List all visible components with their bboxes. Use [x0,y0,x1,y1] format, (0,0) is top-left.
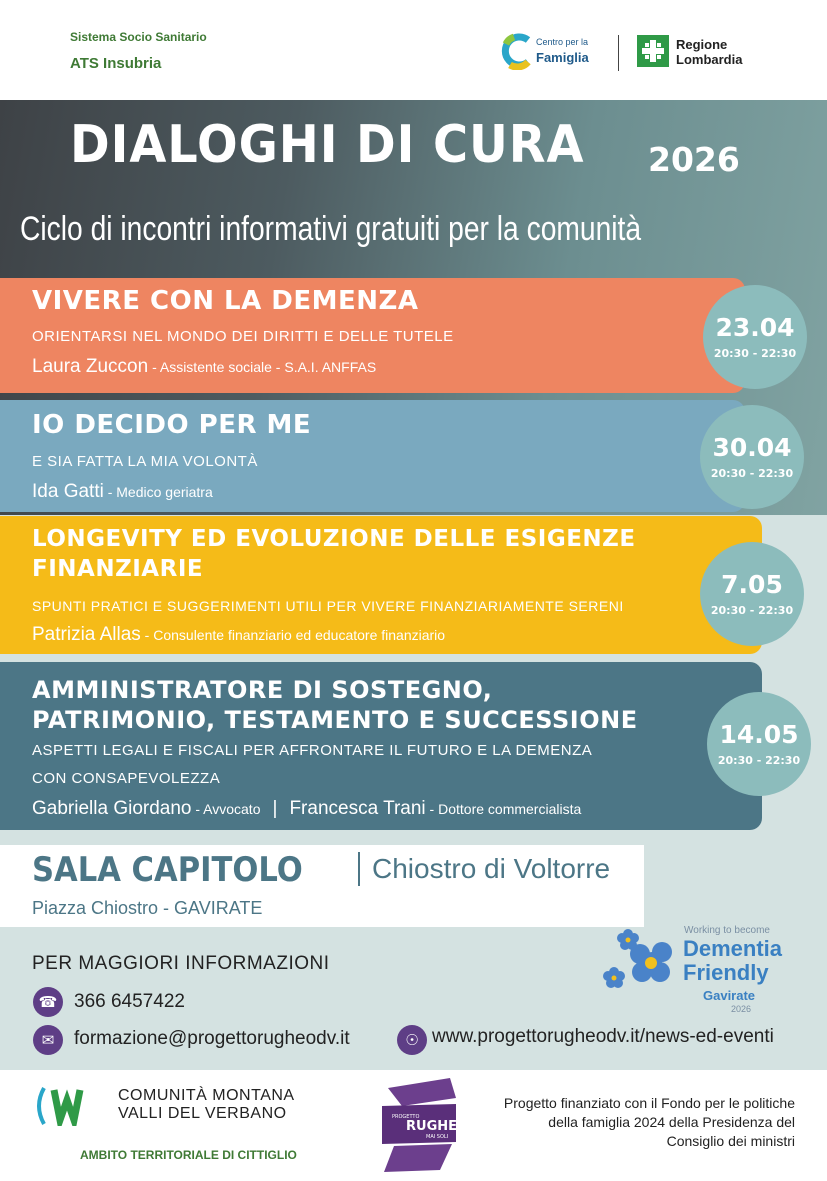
globe-icon: ☉ [397,1025,427,1055]
rughe-name-label: RUGHE [406,1119,457,1134]
event-title-line1: LONGEVITY ED EVOLUZIONE DELLE ESIGENZE [32,526,636,552]
event-date: 30.04 [712,433,792,462]
event-time: 20:30 - 22:30 [710,604,794,617]
df-working-label: Working to become [684,925,770,936]
event-subtitle-line2: CON CONSAPEVOLEZZA [32,770,221,787]
cm-ambito-label: AMBITO TERRITORIALE DI CITTIGLIO [80,1148,297,1162]
event-title: VIVERE CON LA DEMENZA [32,286,419,316]
event-subtitle: SPUNTI PRATICI E SUGGERIMENTI UTILI PER VIVERE FINANZIARIAMENTE SERENI [32,598,624,614]
event-date: 14.05 [719,720,799,749]
date-badge-3 [700,542,804,646]
speaker-role-2: - Dottore commercialista [425,801,582,817]
speaker-name: Ida Gatti [32,481,104,502]
event-title: IO DECIDO PER ME [32,410,312,440]
event-date: 7.05 [721,570,783,599]
venue-name: SALA CAPITOLO [32,850,303,890]
page-title: DIALOGHI DI CURA [70,115,585,175]
phone-icon: ☎ [33,987,63,1017]
cm-label-line1: COMUNITÀ MONTANA [118,1087,295,1104]
event-speakers [32,798,581,820]
regione-lombardia-logo-icon [637,35,669,67]
event-time: 20:30 - 22:30 [717,754,801,767]
event-band-2 [0,400,745,512]
logo-divider [618,35,619,71]
cpf-label-bottom: Famiglia [536,50,589,65]
df-city: Gavirate [703,988,756,1003]
df-title-line2: Friendly [683,960,769,985]
venue-place: Chiostro di Voltorre [372,853,611,884]
venue-separator [358,852,360,886]
email-link[interactable]: formazione@progettorugheodv.it [74,1028,350,1049]
centro-famiglia-logo-icon [500,32,534,70]
speaker-role: - Assistente sociale - S.A.I. ANFFAS [148,359,377,375]
date-badge-2 [700,405,804,509]
rughe-top-label: PROGETTO [392,1114,420,1120]
ats-name-label: ATS Insubria [70,55,162,72]
event-title-line2: FINANZIARIE [32,556,204,582]
cm-label-line2: VALLI DEL VERBANO [118,1105,287,1122]
speaker-role: - Medico geriatra [103,484,213,500]
event-subtitle: E SIA FATTA LA MIA VOLONTÀ [32,453,258,470]
regione-label: Regione [676,37,728,52]
progetto-rughe-logo-icon [380,1076,460,1174]
df-title-line1: Dementia [683,936,783,961]
date-badge-1 [703,285,807,389]
speaker-name: Gabriella Giordano [32,798,192,819]
date-badge-4 [707,692,811,796]
event-band-3 [0,516,762,654]
cpf-label-top: Centro per la [536,37,589,47]
event-title-line2: PATRIMONIO, TESTAMENTO E SUCCESSIONE [32,706,638,734]
event-speaker [32,481,213,503]
rughe-sub-label: MAI SOLI [426,1134,449,1140]
df-year: 2026 [731,1004,752,1014]
speaker-name: Patrizia Allas [32,624,141,645]
speaker-name: Laura Zuccon [32,356,149,377]
venue-address: Piazza Chiostro - GAVIRATE [32,898,263,918]
event-band-1 [0,278,745,393]
comunita-montana-logo-icon [30,1086,100,1126]
event-time: 20:30 - 22:30 [713,347,797,360]
page-subtitle: Ciclo di incontri informativi gratuiti per la comunità [20,210,642,248]
phone-number[interactable]: 366 6457422 [74,991,185,1012]
event-subtitle: ORIENTARSI NEL MONDO DEI DIRITTI E DELLE TUTELE [32,328,454,345]
website-link[interactable]: www.progettorugheodv.it/news-ed-eventi [432,1026,774,1047]
forget-me-not-icon [600,920,690,995]
info-heading: PER MAGGIORI INFORMAZIONI [32,953,330,974]
event-title-line1: AMMINISTRATORE DI SOSTEGNO, [32,676,493,704]
ats-org-label: Sistema Socio Sanitario [70,30,207,44]
speaker-role: - Avvocato [191,801,261,817]
event-date: 23.04 [715,313,795,342]
event-time: 20:30 - 22:30 [710,467,794,480]
event-speaker [32,624,445,646]
funding-note: Progetto finanziato con il Fondo per le politiche della famiglia 2024 della Presidenza del Consiglio dei ministri [503,1095,795,1149]
event-band-4 [0,662,762,830]
lombardia-label: Lombardia [676,52,743,67]
email-icon: ✉ [33,1025,63,1055]
page-year: 2026 [648,140,740,179]
speaker-name-2: Francesca Trani [289,798,426,819]
speaker-role: - Consulente finanziario ed educatore finanziario [140,627,446,643]
event-speaker [32,356,376,378]
event-subtitle-line1: ASPETTI LEGALI E FISCALI PER AFFRONTARE IL FUTURO E LA DEMENZA [32,742,593,759]
speaker-separator: | [272,798,278,819]
